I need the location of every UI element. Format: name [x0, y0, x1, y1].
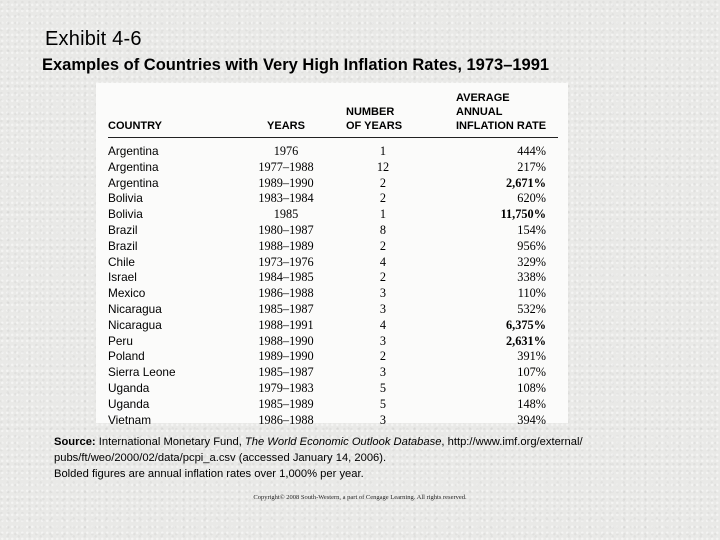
inflation-rate-cell: 444% [517, 144, 546, 158]
years-cell: 1985–1987 [258, 301, 314, 316]
inflation-rate-cell: 394% [517, 412, 546, 427]
country-cell: Bolivia [108, 191, 143, 206]
number-of-years-cell: 1 [379, 207, 387, 222]
number-of-years-cell: 3 [379, 333, 387, 348]
number-of-years-cell: 4 [379, 317, 387, 332]
number-of-years-cell: 1 [379, 144, 387, 158]
number-of-years-cell: 8 [379, 222, 387, 237]
table-row [108, 160, 558, 176]
number-of-years-cell: 12 [376, 159, 390, 174]
table-row [108, 255, 558, 271]
number-of-years-cell: 3 [379, 286, 387, 301]
inflation-rate-cell: 2,631% [506, 333, 546, 348]
table-row [108, 270, 558, 286]
country-cell: Brazil [108, 222, 138, 237]
inflation-rate-cell: 148% [517, 396, 546, 411]
source-label: Source: [54, 436, 96, 448]
years-cell: 1973–1976 [258, 254, 314, 269]
number-of-years-cell: 2 [379, 349, 387, 364]
bold-note: Bolded figures are annual inflation rates over 1,000% per year. [54, 468, 364, 480]
table-row [108, 191, 558, 207]
inflation-rate-cell: 108% [517, 380, 546, 395]
years-cell: 1989–1990 [258, 175, 314, 190]
number-of-years-cell: 2 [379, 191, 387, 206]
header-country: COUNTRY [108, 91, 226, 138]
inflation-rate-cell: 2,671% [506, 175, 546, 190]
table-row [108, 381, 558, 397]
source-note [54, 434, 674, 482]
country-cell: Nicaragua [108, 301, 162, 316]
country-cell: Uganda [108, 396, 150, 411]
years-cell: 1986–1988 [258, 286, 314, 301]
country-cell: Nicaragua [108, 317, 162, 332]
country-cell: Bolivia [108, 207, 143, 222]
copyright-notice: Copyright© 2008 South-Western, a part of Cengage Learning. All rights reserved. [253, 494, 467, 501]
number-of-years-cell: 3 [379, 301, 387, 316]
years-cell: 1979–1983 [258, 380, 314, 395]
table-row [108, 397, 558, 413]
exhibit-label: Exhibit 4-6 [45, 28, 142, 50]
inflation-rate-cell: 154% [517, 222, 546, 237]
country-cell: Israel [108, 270, 137, 285]
table-row [108, 413, 558, 429]
inflation-rate-cell: 11,750% [500, 207, 546, 222]
years-cell: 1985–1987 [258, 365, 314, 380]
country-cell: Sierra Leone [108, 365, 176, 380]
inflation-rate-cell: 329% [517, 254, 546, 269]
inflation-rate-cell: 620% [517, 191, 546, 206]
years-cell: 1988–1989 [258, 238, 314, 253]
source-url: , http://www.imf.org/external/ [441, 436, 583, 448]
inflation-table [108, 91, 558, 428]
country-cell: Argentina [108, 144, 159, 158]
country-cell: Argentina [108, 159, 159, 174]
table-row [108, 138, 558, 160]
inflation-rate-cell: 107% [517, 365, 546, 380]
years-cell: 1988–1991 [258, 317, 314, 332]
page-title: Examples of Countries with Very High Inflation Rates, 1973–1991 [42, 56, 550, 74]
table-row [108, 334, 558, 350]
country-cell: Mexico [108, 286, 146, 301]
source-line-2: pubs/ft/weo/2000/02/data/pcpi_a.csv (accessed January 14, 2006). [54, 452, 387, 464]
country-cell: Peru [108, 333, 133, 348]
inflation-rate-cell: 391% [517, 349, 546, 364]
header-inflation-rate: AVERAGE ANNUAL INFLATION RATE [456, 91, 558, 138]
inflation-rate-cell: 956% [517, 238, 546, 253]
table-body [108, 138, 558, 429]
table-row [108, 223, 558, 239]
number-of-years-cell: 2 [379, 238, 387, 253]
table-row [108, 239, 558, 255]
country-cell: Argentina [108, 175, 159, 190]
number-of-years-cell: 4 [379, 254, 387, 269]
number-of-years-cell: 2 [379, 175, 387, 190]
years-cell: 1985–1989 [258, 396, 314, 411]
table-row [108, 365, 558, 381]
inflation-rate-cell: 217% [517, 159, 546, 174]
country-cell: Chile [108, 254, 135, 269]
number-of-years-cell: 2 [379, 270, 387, 285]
years-cell: 1983–1984 [258, 191, 314, 206]
number-of-years-cell: 5 [379, 396, 387, 411]
country-cell: Poland [108, 349, 145, 364]
years-cell: 1986–1988 [258, 412, 314, 427]
years-cell: 1980–1987 [258, 222, 314, 237]
years-cell: 1976 [273, 144, 299, 158]
inflation-rate-cell: 338% [517, 270, 546, 285]
table-row [108, 349, 558, 365]
years-cell: 1977–1988 [258, 159, 314, 174]
table-header-row [108, 91, 558, 138]
table-card [96, 83, 568, 427]
number-of-years-cell: 3 [379, 365, 387, 380]
country-cell: Brazil [108, 238, 138, 253]
number-of-years-cell: 5 [379, 380, 387, 395]
years-cell: 1985 [273, 207, 299, 222]
years-cell: 1988–1990 [258, 333, 314, 348]
years-cell: 1989–1990 [258, 349, 314, 364]
inflation-rate-cell: 532% [517, 301, 546, 316]
country-cell: Vietnam [108, 412, 152, 427]
years-cell: 1984–1985 [258, 270, 314, 285]
inflation-rate-cell: 110% [517, 286, 546, 301]
table-row [108, 286, 558, 302]
table-row [108, 302, 558, 318]
inflation-rate-cell: 6,375% [506, 317, 546, 332]
source-text: International Monetary Fund, [95, 436, 245, 448]
header-number-of-years: NUMBER OF YEARS [346, 91, 456, 138]
country-cell: Uganda [108, 380, 150, 395]
table-row [108, 318, 558, 334]
table-row [108, 207, 558, 223]
number-of-years-cell: 3 [379, 412, 387, 427]
source-title: The World Economic Outlook Database [244, 436, 442, 448]
table-row [108, 176, 558, 192]
header-years: YEARS [226, 91, 346, 138]
